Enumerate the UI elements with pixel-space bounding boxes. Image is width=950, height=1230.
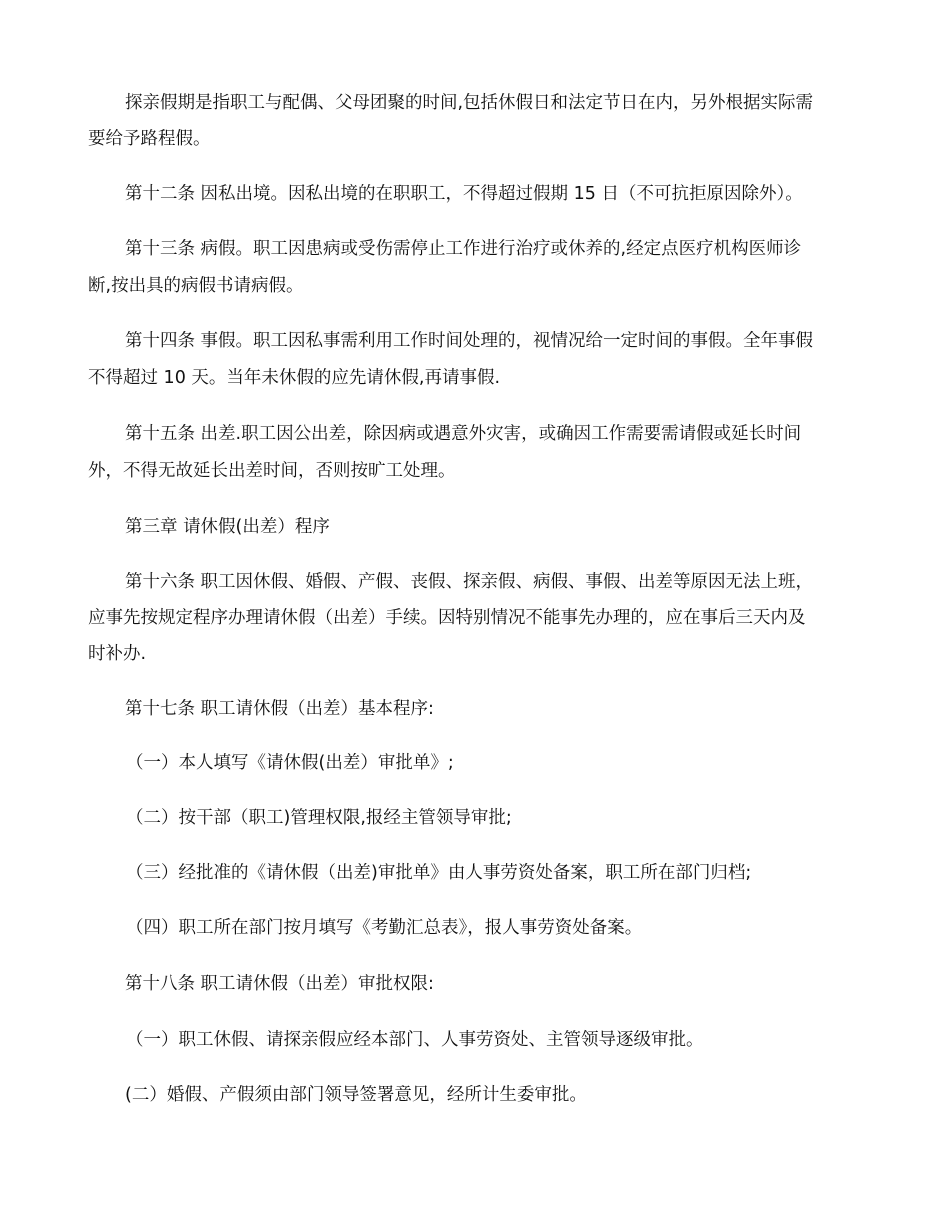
article-15-line1: 第十五条 出差.职工因公出差，除因病或遇意外灾害，或确因工作需要需请假或延长时间 xyxy=(125,424,802,444)
article-17-title: 第十七条 职工请休假（出差）基本程序: xyxy=(125,699,434,719)
article-16-line3: 时补办. xyxy=(88,644,147,664)
article-16-line1: 第十六条 职工因休假、婚假、产假、丧假、探亲假、病假、事假、出差等原因无法上班， xyxy=(125,572,814,592)
paragraph-p1-line2: 要给予路程假。 xyxy=(88,129,211,149)
article-17-item-2: （二）按干部（职工)管理权限,报经主管领导审批; xyxy=(126,808,512,828)
article-18-item-2: (二）婚假、产假须由部门领导签署意见，经所计生委审批。 xyxy=(125,1085,587,1105)
article-18-item-1: （一）职工休假、请探亲假应经本部门、人事劳资处、主管领导逐级审批。 xyxy=(126,1030,704,1050)
article-18-title: 第十八条 职工请休假（出差）审批权限: xyxy=(125,974,434,994)
article-14-line2: 不得超过 10 天。当年未休假的应先请休假,再请事假. xyxy=(88,368,501,388)
article-17-item-1: （一）本人填写《请休假(出差）审批单》; xyxy=(126,753,454,773)
article-14-line1: 第十四条 事假。职工因私事需利用工作时间处理的，视情况给一定时间的事假。全年事假 xyxy=(125,331,814,351)
article-12: 第十二条 因私出境。因私出境的在职职工，不得超过假期 15 日（不可抗拒原因除外）。 xyxy=(125,184,803,204)
article-13-line1: 第十三条 病假。职工因患病或受伤需停止工作进行治疗或休养的,经定点医疗机构医师诊 xyxy=(125,239,802,259)
article-17-item-3: （三）经批准的《请休假（出差)审批单》由人事劳资处备案，职工所在部门归档; xyxy=(126,863,752,883)
article-17-item-4: （四）职工所在部门按月填写《考勤汇总表》，报人事劳资处备案。 xyxy=(126,918,643,938)
chapter-3-heading: 第三章 请休假(出差）程序 xyxy=(125,517,330,537)
article-15-line2: 外，不得无故延长出差时间，否则按旷工处理。 xyxy=(88,461,456,481)
article-13-line2: 断,按出具的病假书请病假。 xyxy=(88,276,304,296)
article-16-line2: 应事先按规定程序办理请休假（出差）手续。因特别情况不能事先办理的，应在事后三天内及 xyxy=(88,608,806,628)
paragraph-p1-line1: 探亲假期是指职工与配偶、父母团聚的时间,包括休假日和法定节日在内，另外根据实际需 xyxy=(125,93,814,113)
